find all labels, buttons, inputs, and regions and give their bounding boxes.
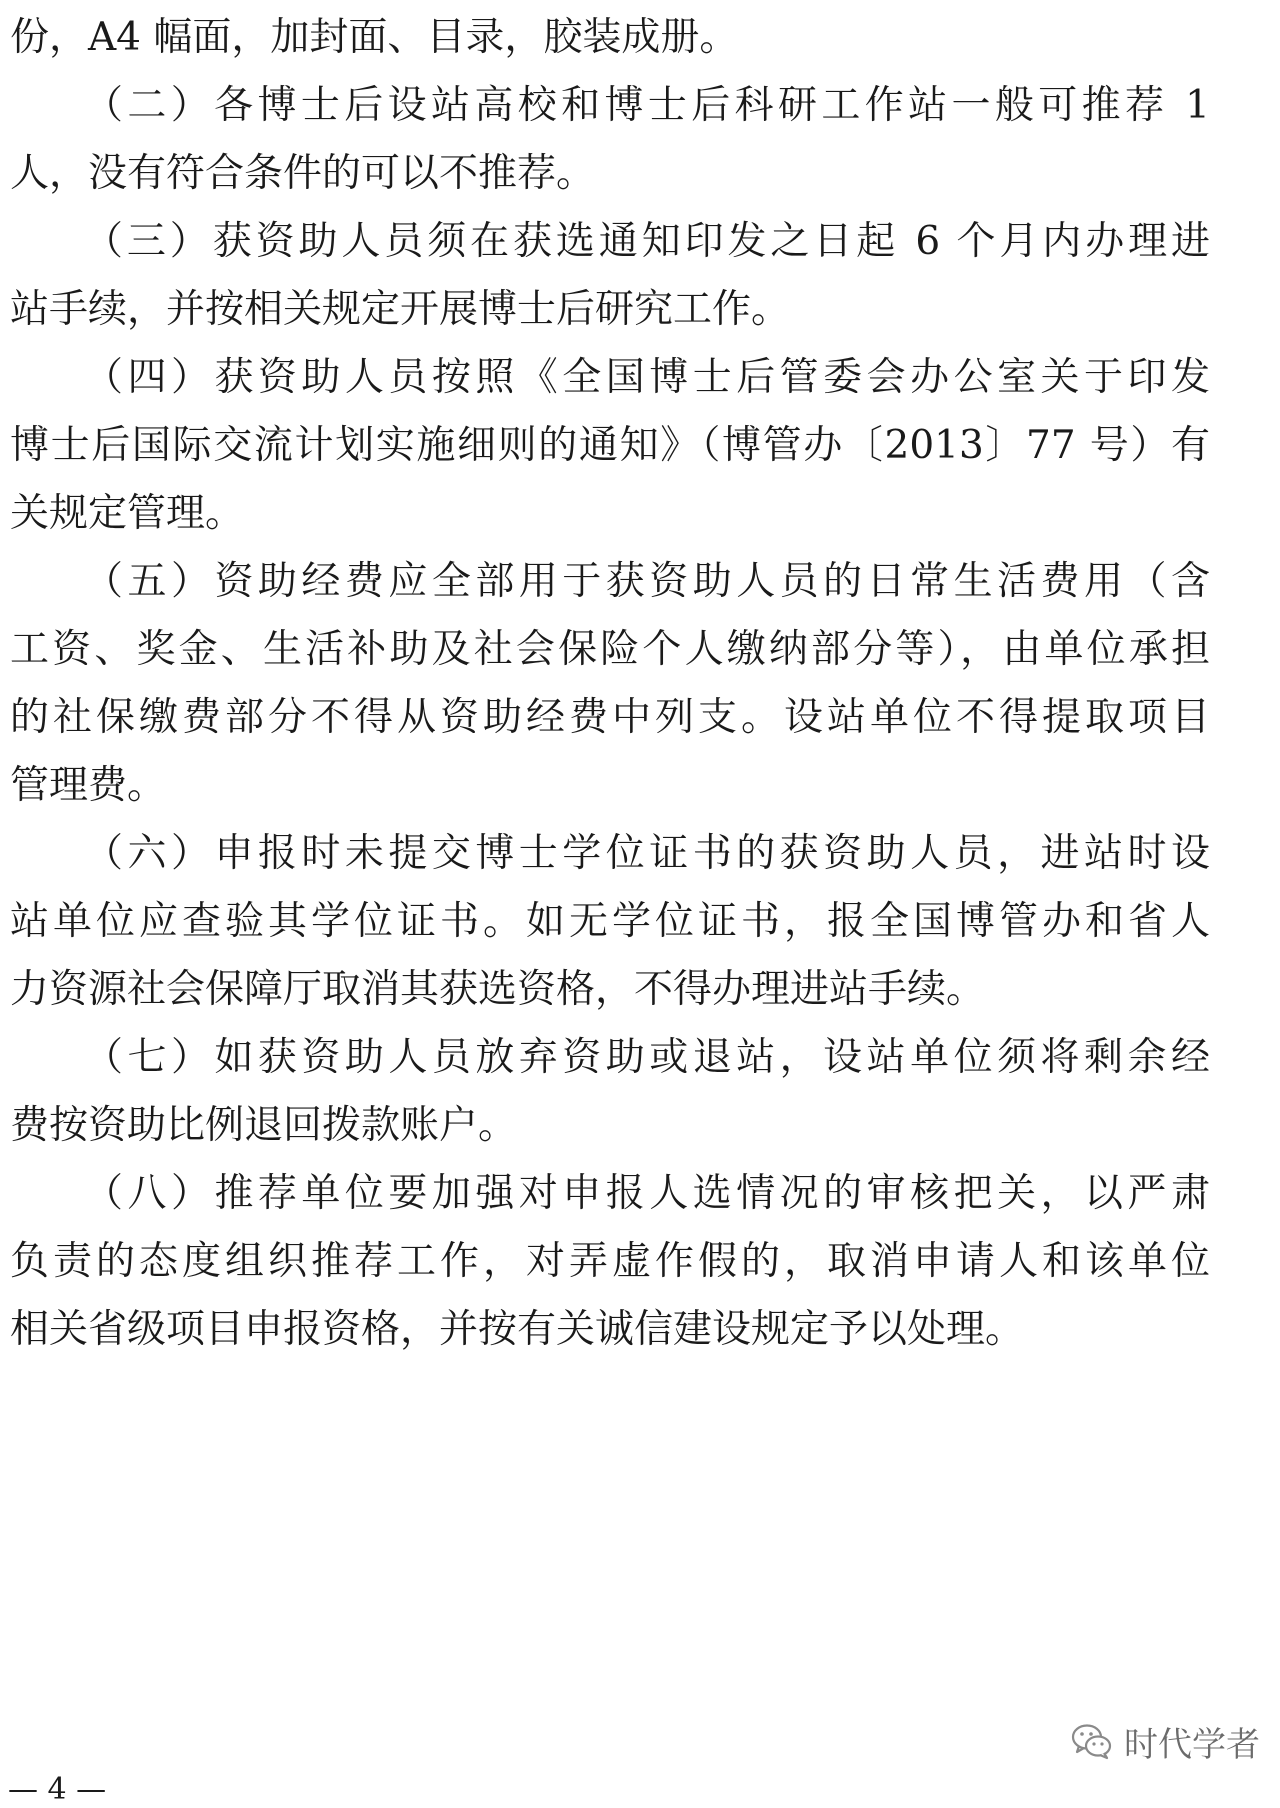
text-line: （三）获资助人员须在获选通知印发之日起 6 个月内办理进: [84, 219, 1210, 264]
text-line: 博士后国际交流计划实施细则的通知》（博管办〔2013〕77 号）有: [10, 423, 1210, 468]
text-line: 关规定管理。: [10, 491, 245, 536]
watermark-text: 时代学者: [1124, 1724, 1260, 1765]
text-line: 人，没有符合条件的可以不推荐。: [10, 151, 596, 196]
text-line: 负责的态度组织推荐工作，对弄虚作假的，取消申请人和该单位: [10, 1239, 1210, 1284]
page-number: — 4 —: [8, 1772, 107, 1807]
wechat-icon: [1070, 1719, 1114, 1763]
text-line: 站单位应查验其学位证书。如无学位证书，报全国博管办和省人: [10, 899, 1210, 944]
text-line: 费按资助比例退回拨款账户。: [10, 1103, 518, 1148]
wechat-watermark: [1070, 1716, 1260, 1766]
text-line: （六）申报时未提交博士学位证书的获资助人员，进站时设: [84, 831, 1210, 876]
text-line: 力资源社会保障厅取消其获选资格，不得办理进站手续。: [10, 967, 986, 1012]
text-line: （二）各博士后设站高校和博士后科研工作站一般可推荐 1: [84, 83, 1210, 128]
text-line: （五）资助经费应全部用于获资助人员的日常生活费用（含: [84, 559, 1210, 604]
text-line: 相关省级项目申报资格，并按有关诚信建设规定予以处理。: [10, 1307, 1025, 1352]
text-line: 份，A4 幅面，加封面、目录，胶装成册。: [10, 15, 739, 60]
text-line: 站手续，并按相关规定开展博士后研究工作。: [10, 287, 791, 332]
text-line: （四）获资助人员按照《全国博士后管委会办公室关于印发: [84, 355, 1210, 400]
text-line: （八）推荐单位要加强对申报人选情况的审核把关，以严肃: [84, 1171, 1210, 1216]
text-line: 工资、奖金、生活补助及社会保险个人缴纳部分等），由单位承担: [10, 627, 1210, 672]
text-line: 的社保缴费部分不得从资助经费中列支。设站单位不得提取项目: [10, 695, 1210, 740]
text-line: （七）如获资助人员放弃资助或退站，设站单位须将剩余经: [84, 1035, 1210, 1080]
text-line: 管理费。: [10, 763, 167, 808]
